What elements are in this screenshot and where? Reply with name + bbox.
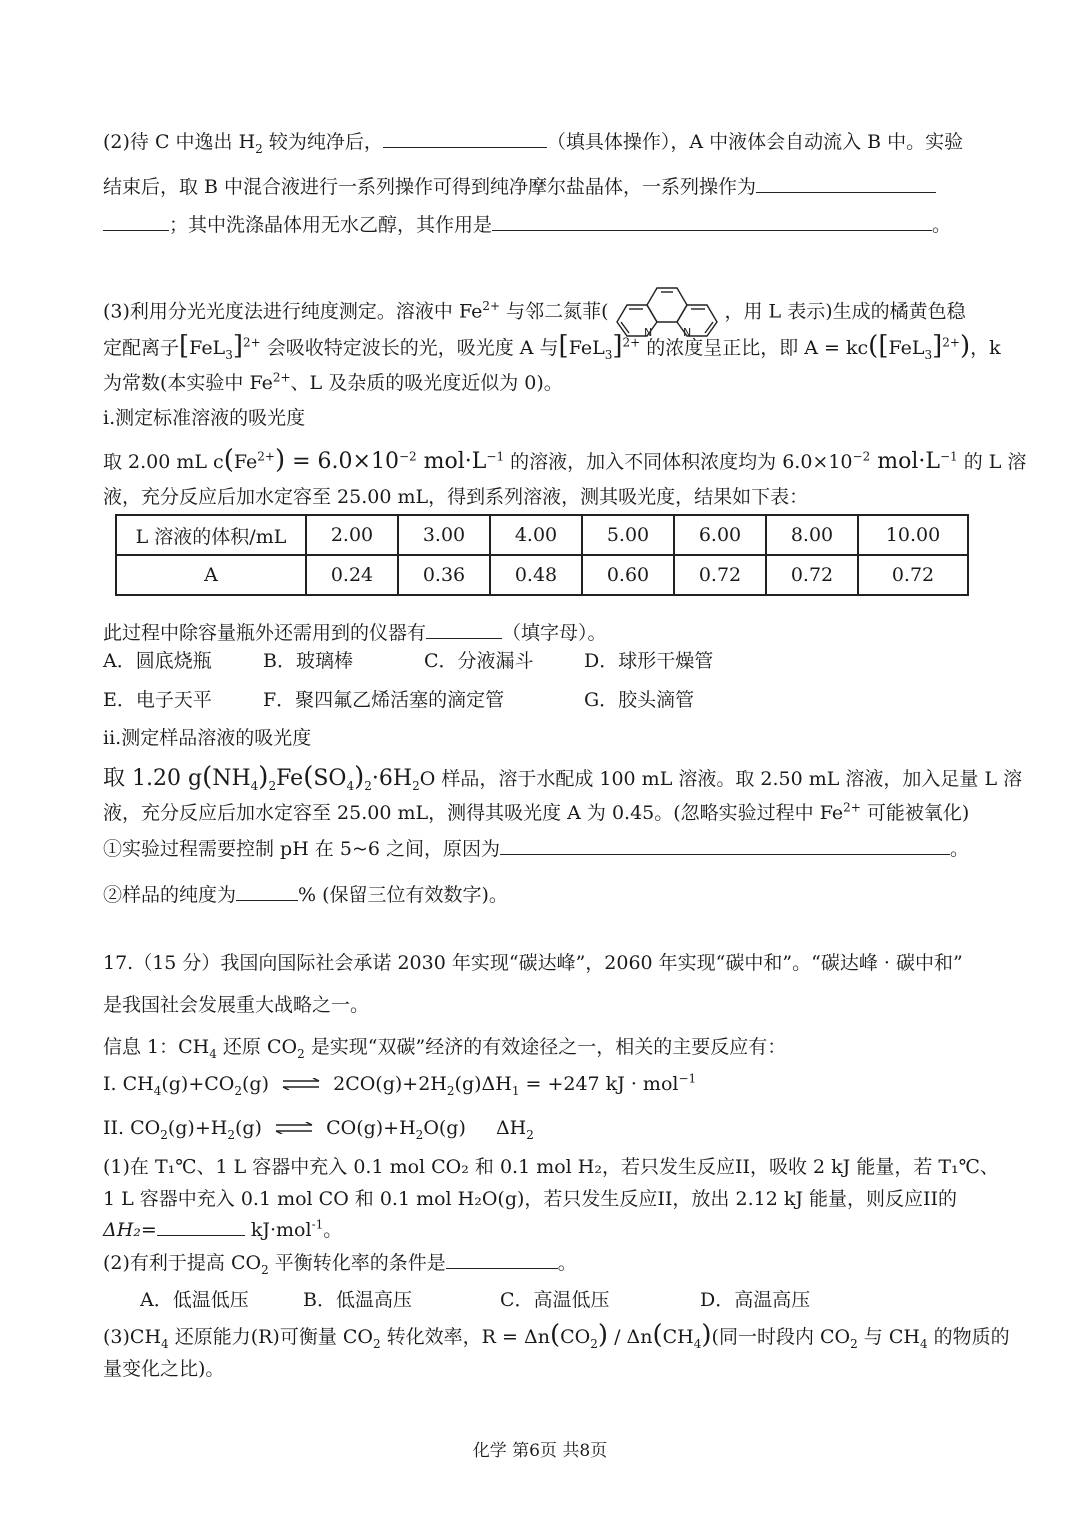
table-cell: 0.60 [582, 555, 674, 595]
q16-part3-i-line1: 取 2.00 mL $c(Fe^{2+}) = 6.0\times 10^{-2}$ $mol\cdot L^{-1}$ 的溶液，加入不同体积浓度均为 $6.0\times 10^{-2}$ $mol\cdot L^{-1}$ 的 L 溶 [103, 445, 1027, 475]
table-header-volume: L 溶液的体积/mL [116, 515, 306, 555]
subsection-i-title: i.测定标准溶液的吸光度 [103, 407, 306, 429]
answer-blank-purity[interactable] [236, 882, 298, 901]
table-cell: 0.48 [490, 555, 582, 595]
q17-line1: 17.（15 分）我国向国际社会承诺 2030 年实现“碳达峰”，2060 年实现“碳中和”。“碳达峰 · 碳中和” [103, 952, 963, 974]
subsection-ii-title: ii.测定样品溶液的吸光度 [103, 727, 312, 749]
nitrogen-label-right: N [682, 326, 691, 338]
answer-blank-ethanol-purpose[interactable] [492, 212, 932, 231]
q16-part3-line2: 定配离子$[FeL_3]^{2+}$ 会吸收特定波长的光，吸光度 A 与$[FeL_3]^{2+}$ 的浓度呈正比，即 $A = kc([FeL_3]^{2+})$，k [103, 331, 1001, 362]
table-cell: 0.72 [858, 555, 968, 595]
answer-blank-instruments[interactable] [426, 620, 502, 639]
reaction-1: I. $CH_4(g)+CO_2(g) 2CO(g)+2H_2(g)\Delta H_1 = +247$ kJ · mol$^{-1}$ [103, 1071, 697, 1098]
q16-part3-i-line2: 液，充分反应后加水定容至 25.00 mL，得到系列溶液，测其吸光度，结果如下表： [103, 486, 809, 508]
option-e[interactable]: E．电子天平 [103, 689, 212, 711]
option-a[interactable]: A．圆底烧瓶 [103, 650, 212, 672]
q17-line2: 是我国社会发展重大战略之一。 [103, 994, 370, 1016]
option-b[interactable]: B．玻璃棒 [263, 650, 353, 672]
q17-info1: 信息 1：$CH_4$ 还原 $CO_2$ 是实现“双碳”经济的有效途径之一，相关的主要反应有： [103, 1036, 787, 1061]
equilibrium-arrow-icon [268, 1115, 320, 1141]
q16-part3-line1: (3)利用分光光度法进行纯度测定。溶液中 $Fe^{2+}$ 与邻二氮菲( N N ，用 L 表示)生成的橘黄色稳 [103, 280, 966, 345]
sample-question1: ①实验过程需要控制 pH 在 5~6 之间，原因为 。 [103, 838, 970, 860]
table-cell: 2.00 [306, 515, 398, 555]
table-cell: 10.00 [858, 515, 968, 555]
nitrogen-label-left: N [643, 326, 652, 338]
equilibrium-arrow-icon [275, 1071, 327, 1097]
answer-blank-operation[interactable] [383, 129, 547, 148]
sample-question2: ②样品的纯度为 % (保留三位有效数字)。 [103, 884, 508, 906]
sample-line2: 液，充分反应后加水定容至 25.00 mL，测得其吸光度 A 为 0.45。(忽略实验过程中 $Fe^{2+}$ 可能被氧化) [103, 800, 970, 824]
table-cell: 3.00 [398, 515, 490, 555]
table-cell: 4.00 [490, 515, 582, 555]
q16-part2-line1: (2)待 C 中逸出 $H_2$ 较为纯净后， （填具体操作），A 中液体会自动流入 B 中。实验 [103, 131, 964, 156]
table-row [116, 555, 968, 595]
condition-option-b[interactable]: B．低温高压 [303, 1289, 412, 1311]
table-cell: 0.24 [306, 555, 398, 595]
option-d[interactable]: D．球形干燥管 [584, 650, 714, 672]
q17-part1-line3: ΔH₂= kJ·mol$^{-1}$。 [103, 1217, 343, 1241]
q17-part3-line2: 量变化之比)。 [103, 1358, 225, 1380]
option-f[interactable]: F．聚四氟乙烯活塞的滴定管 [263, 689, 505, 711]
q17-part3-line1: $(3)CH_4$ 还原能力(R)可衡量 $CO_2$ 转化效率，$R = \Delta n(CO_2) / \Delta n(CH_4)$(同一时段内 $CO_2$ 与 $CH_4$ 的物质的 [103, 1320, 1010, 1351]
answer-blank-steps-cont[interactable] [103, 212, 169, 231]
answer-blank-delta-h2[interactable] [157, 1217, 245, 1236]
q16-part3-line3: 为常数(本实验中 $Fe^{2+}$、L 及杂质的吸光度近似为 0)。 [103, 370, 563, 394]
q17-part1-line2: 1 L 容器中充入 0.1 mol CO 和 0.1 mol H₂O(g)，若只发生反应II，放出 2.12 kJ 能量，则反应II的 [103, 1188, 957, 1210]
q17-part1-line1: (1)在 T₁℃、1 L 容器中充入 0.1 mol CO₂ 和 0.1 mol H₂，若只发生反应II，吸收 2 kJ 能量，若 T₁℃、 [103, 1156, 999, 1178]
condition-option-d[interactable]: D．高温高压 [700, 1289, 811, 1311]
table-cell: 0.72 [674, 555, 766, 595]
condition-option-c[interactable]: C．高温低压 [500, 1289, 610, 1311]
answer-blank-conditions[interactable] [446, 1250, 558, 1269]
absorbance-table [115, 514, 969, 596]
reaction-2: II. $CO_2(g)+H_2(g)$ $CO(g)+H_2O(g)$ $\Delta H_2$ [103, 1117, 534, 1142]
table-cell: 0.72 [766, 555, 858, 595]
q16-part2-line2: 结束后，取 B 中混合液进行一系列操作可得到纯净摩尔盐晶体，一系列操作为 [103, 174, 936, 200]
table-cell: 0.36 [398, 555, 490, 595]
q16-part2-line3: ；其中洗涤晶体用无水乙醇，其作用是 。 [103, 212, 951, 238]
table-row [116, 515, 968, 555]
table-cell: 6.00 [674, 515, 766, 555]
answer-blank-steps[interactable] [756, 174, 936, 193]
table-header-absorbance: A [116, 555, 306, 595]
q17-part2-question: (2)有利于提高 $CO_2$ 平衡转化率的条件是 。 [103, 1252, 577, 1277]
instruments-question: 此过程中除容量瓶外还需用到的仪器有 （填字母）。 [103, 622, 607, 644]
condition-option-a[interactable]: A．低温低压 [140, 1289, 249, 1311]
page-footer: 化学 第6页 共8页 [472, 1441, 608, 1461]
option-c[interactable]: C．分液漏斗 [424, 650, 534, 672]
answer-blank-ph-reason[interactable] [500, 836, 950, 855]
option-g[interactable]: G．胶头滴管 [584, 689, 695, 711]
table-cell: 8.00 [766, 515, 858, 555]
sample-line1: 取 1.20 $g(NH_4)_2Fe(SO_4)_2\cdot 6H_2O$ 样品，溶于水配成 100 mL 溶液。取 2.50 mL 溶液，加入足量 L 溶 [103, 762, 1023, 793]
table-cell: 5.00 [582, 515, 674, 555]
